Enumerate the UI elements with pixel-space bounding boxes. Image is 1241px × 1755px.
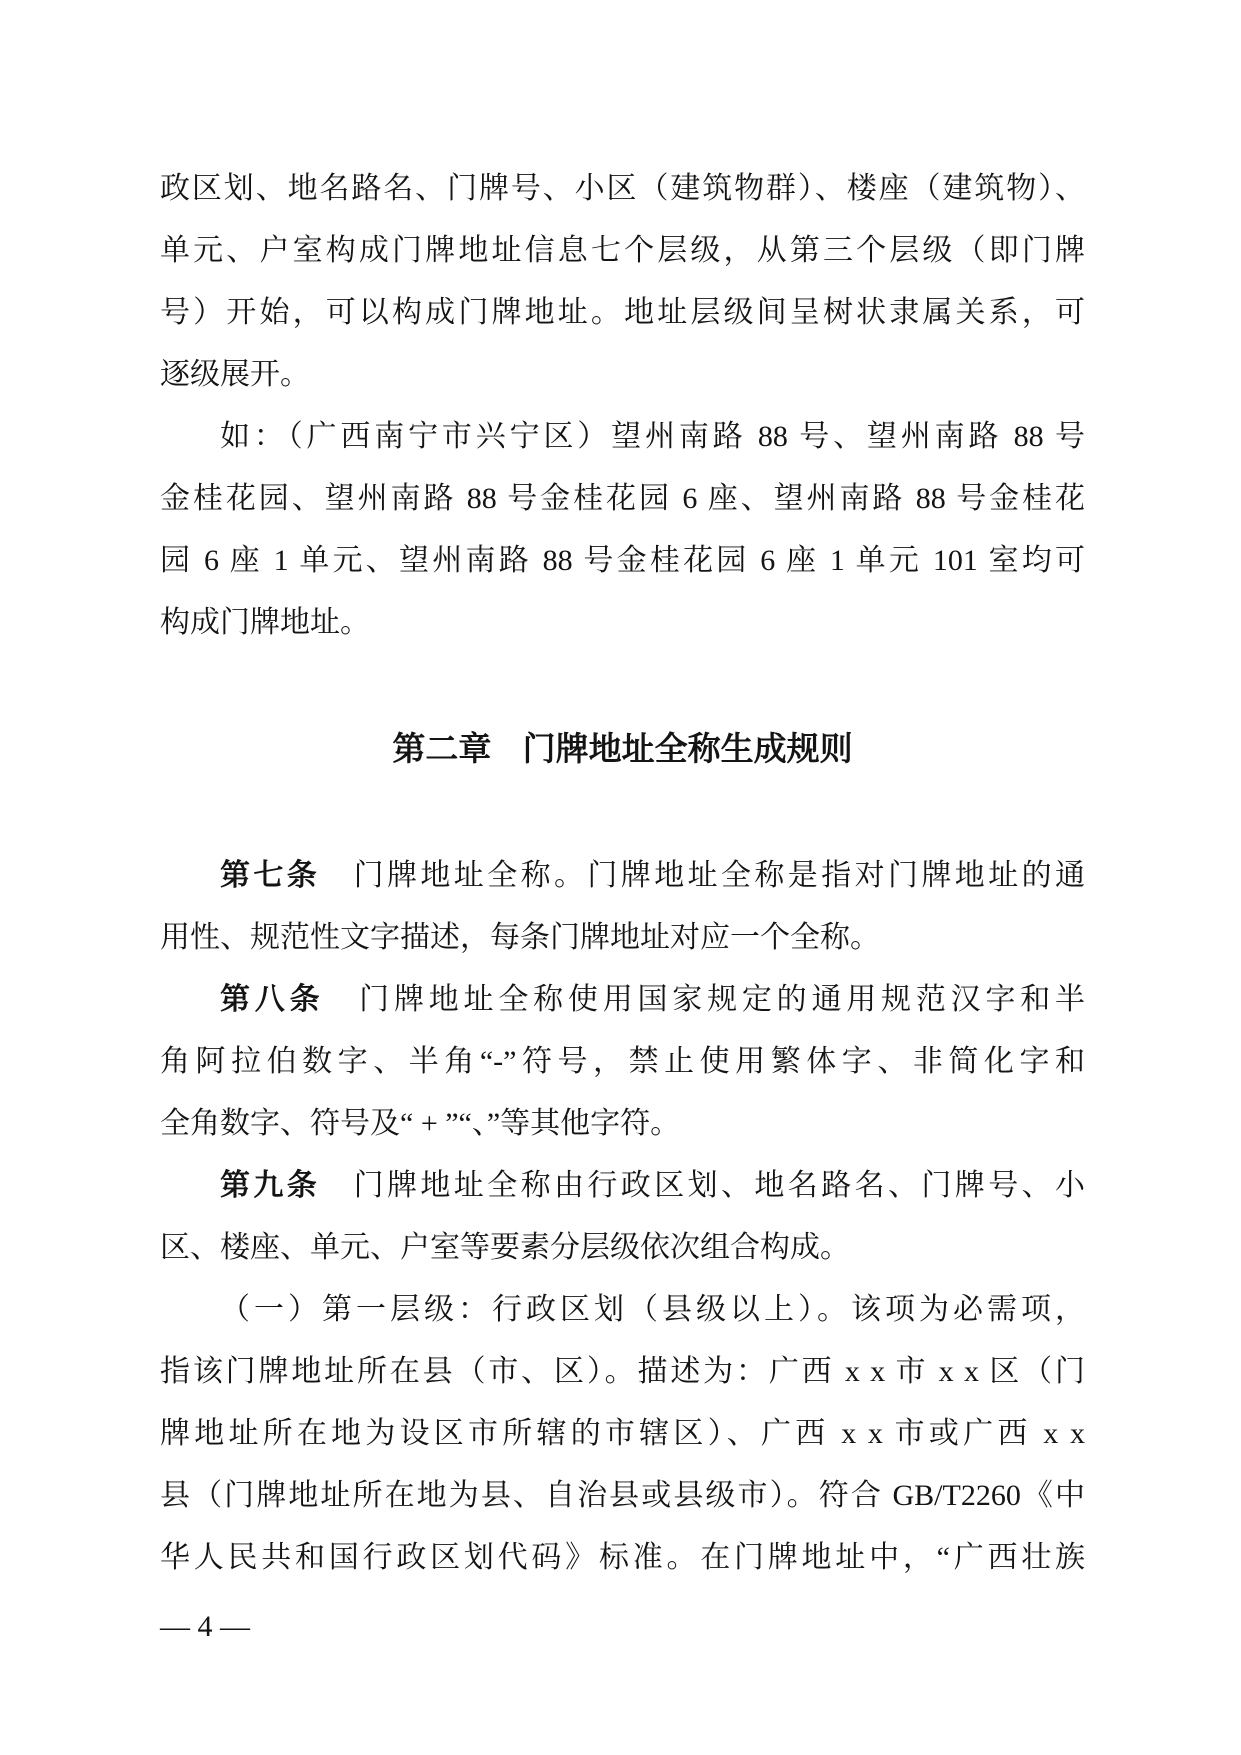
body-line-16 — [160, 1279, 1085, 1341]
body-line-10 — [160, 907, 1085, 969]
body-line-20 — [160, 1527, 1085, 1589]
body-line-4 — [160, 344, 1085, 406]
line-text: 区、楼座、单元、户室等要素分层级依次组合构成。 — [160, 1231, 850, 1264]
body-line-5 — [160, 406, 1085, 468]
line-text: 政区划、地名路名、门牌号、小区（建筑物群）、楼座（建筑物）、 — [160, 172, 1085, 205]
line-text: 县（门牌地址所在地为县、自治县或县级市）。符合 GB/T2260《中 — [160, 1479, 1085, 1512]
line-text: 如：（广西南宁市兴宁区）望州南路 88 号、望州南路 88 号 — [220, 420, 1085, 453]
chapter-title: 门牌地址全称生成规则 — [522, 730, 853, 767]
line-text: 门牌地址全称。门牌地址全称是指对门牌地址的通 — [320, 859, 1086, 892]
article-seven-label: 第七条 — [220, 859, 321, 892]
line-text: 门牌地址全称由行政区划、地名路名、门牌号、小 — [320, 1169, 1086, 1202]
body-line-19 — [160, 1465, 1085, 1527]
line-text: 全角数字、符号及“ + ”“、”等其他字符。 — [160, 1107, 681, 1140]
body-line-9 — [160, 845, 1085, 907]
line-text: 构成门牌地址。 — [160, 606, 370, 639]
article-nine-label: 第九条 — [220, 1169, 321, 1202]
line-text: 园 6 座 1 单元、望州南路 88 号金桂花园 6 座 1 单元 101 室均可 — [160, 544, 1085, 577]
body-line-11 — [160, 969, 1085, 1031]
line-text: 牌地址所在地为设区市所辖的市辖区）、广西 x x 市或广西 x x — [160, 1417, 1085, 1450]
article-eight-label: 第八条 — [220, 983, 325, 1016]
body-line-8 — [160, 592, 1085, 654]
line-text: （一）第一层级：行政区划（县级以上）。该项为必需项， — [220, 1293, 1085, 1326]
body-line-6 — [160, 468, 1085, 530]
body-line-18 — [160, 1403, 1085, 1465]
line-text: 华人民共和国行政区划代码》标准。在门牌地址中，“广西壮族 — [160, 1541, 1085, 1574]
body-line-15 — [160, 1217, 1085, 1279]
line-text: 角阿拉伯数字、半角“-”符号，禁止使用繁体字、非简化字和 — [160, 1045, 1085, 1078]
page-number: — 4 — — [160, 1610, 250, 1643]
body-line-17 — [160, 1341, 1085, 1403]
chapter-heading — [160, 718, 1085, 780]
body-line-14 — [160, 1155, 1085, 1217]
line-text: 单元、户室构成门牌地址信息七个层级，从第三个层级（即门牌 — [160, 234, 1085, 267]
body-line-1 — [160, 158, 1085, 220]
page-body — [160, 158, 1085, 1589]
line-text: 金桂花园、望州南路 88 号金桂花园 6 座、望州南路 88 号金桂花 — [160, 482, 1085, 515]
line-text: 用性、规范性文字描述，每条门牌地址对应一个全称。 — [160, 921, 880, 954]
chapter-number: 第二章 — [392, 730, 492, 767]
line-text: 逐级展开。 — [160, 358, 310, 391]
body-line-2 — [160, 220, 1085, 282]
line-text: 指该门牌地址所在县（市、区）。描述为：广西 x x 市 x x 区（门 — [160, 1355, 1085, 1388]
body-line-3 — [160, 282, 1085, 344]
body-line-13 — [160, 1093, 1085, 1155]
line-text: 门牌地址全称使用国家规定的通用规范汉字和半 — [324, 983, 1085, 1016]
body-line-12 — [160, 1031, 1085, 1093]
line-text: 号）开始，可以构成门牌地址。地址层级间呈树状隶属关系，可 — [160, 296, 1085, 329]
body-line-7 — [160, 530, 1085, 592]
